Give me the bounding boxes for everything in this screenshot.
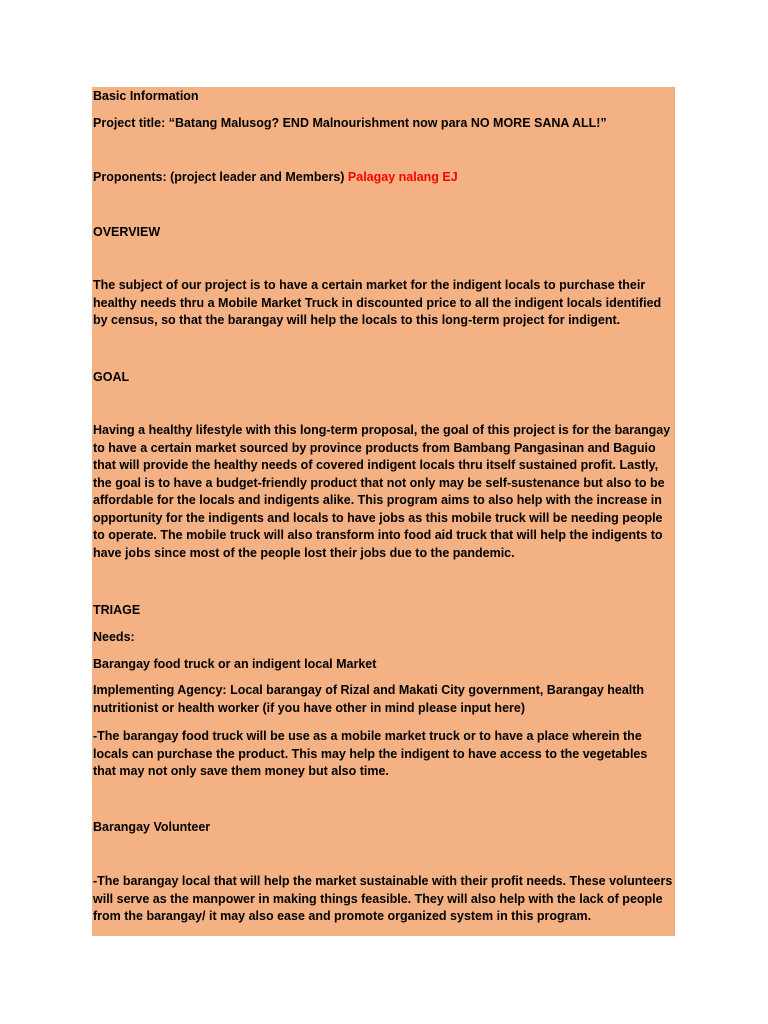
triage-heading: TRIAGE bbox=[93, 603, 141, 617]
overview-paragraph: The subject of our project is to have a certain market for the indigent locals to purchase their healthy needs thru a Mobile Market Truck in discounted price to all the indigent locals identified by census, so that the barangay will help the locals to this long-term project for indigent. bbox=[93, 278, 662, 327]
basic-information-heading: Basic Information bbox=[93, 89, 199, 103]
implementing-agency bbox=[93, 682, 673, 717]
goal-paragraph: Having a healthy lifestyle with this long-term proposal, the goal of this project is for the barangay to have a certain market sourced by province products from Bambang Pangasinan and Baguio that will provide the healthy needs of covered indigent locals thru itself sustained profit. Lastly, the goal is to have a budget-friendly product that not only may be self-sustenance but also to be affordable for the locals and indigents alike. This program aims to also help with the increase in opportunity for the indigents and locals to have jobs as this mobile truck will be needing people to operate. The mobile truck will also transform into food aid truck that will help the indigents to have jobs since most of the people lost their jobs due to the pandemic. bbox=[93, 423, 671, 560]
proponents-line bbox=[93, 168, 458, 186]
food-truck-paragraph: -The barangay food truck will be use as a mobile market truck or to have a place wherein the locals can purchase the product. This may help the indigent to have access to the vegetables that may not only save them money but also time. bbox=[93, 729, 648, 778]
volunteer-paragraph: -The barangay local that will help the market sustainable with their profit needs. These volunteers will serve as the manpower in making things feasible. They will also help with the lack of people from the barangay/ it may also ease and promote organized system in this program. bbox=[93, 874, 673, 923]
implementing-agency-value: Local barangay of Rizal and Makati City government, Barangay health nutritionist or health worker (if you have other in mind please input here) bbox=[93, 683, 645, 715]
goal-heading: GOAL bbox=[93, 370, 130, 384]
implementing-agency-label: Implementing Agency: bbox=[93, 683, 231, 697]
overview-heading: OVERVIEW bbox=[93, 225, 161, 239]
proponents-value: Palagay nalang EJ bbox=[347, 170, 458, 184]
barangay-volunteer-heading: Barangay Volunteer bbox=[93, 820, 211, 834]
document-page bbox=[92, 87, 675, 936]
needs-value: Barangay food truck or an indigent local Market bbox=[93, 657, 377, 671]
project-title: Project title: “Batang Malusog? END Malnourishment now para NO MORE SANA ALL!” bbox=[93, 116, 607, 130]
proponents-label: Proponents: (project leader and Members) bbox=[93, 170, 348, 184]
needs-label: Needs: bbox=[93, 630, 135, 644]
